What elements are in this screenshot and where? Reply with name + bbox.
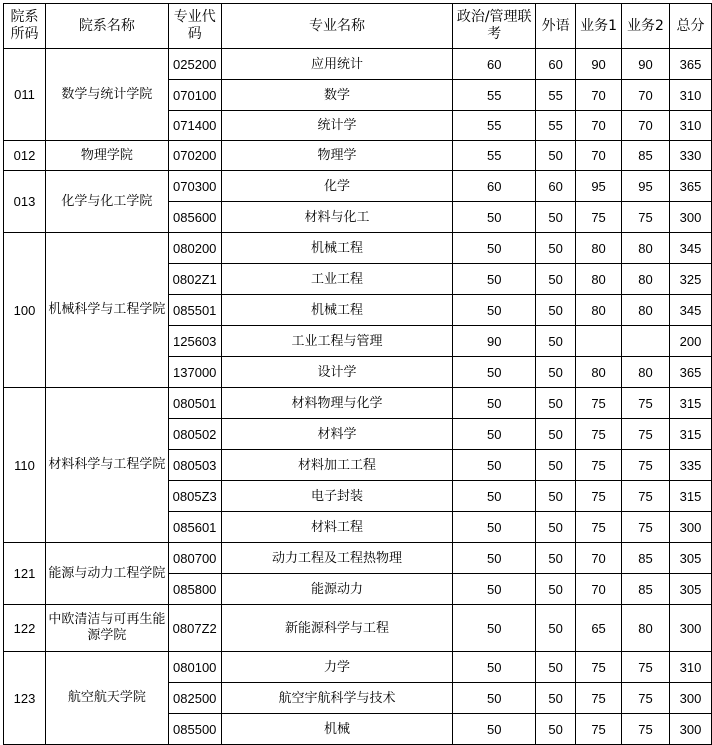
- total-score-cell: 345: [669, 295, 711, 326]
- subject1-score-cell: 70: [576, 141, 622, 171]
- politics-score-cell: 50: [453, 605, 536, 652]
- total-score-cell: 315: [669, 481, 711, 512]
- dept-code-cell: 123: [4, 652, 46, 745]
- major-name-cell: 工业工程与管理: [221, 326, 453, 357]
- subject1-score-cell: 70: [576, 80, 622, 111]
- major-code-cell: 125603: [168, 326, 221, 357]
- header-politics: 政治/管理联考: [453, 4, 536, 49]
- table-row: [4, 605, 712, 652]
- major-code-cell: 0807Z2: [168, 605, 221, 652]
- total-score-cell: 305: [669, 574, 711, 605]
- major-code-cell: 0802Z1: [168, 264, 221, 295]
- major-name-cell: 工业工程: [221, 264, 453, 295]
- subject2-score-cell: 75: [622, 202, 670, 233]
- major-name-cell: 电子封装: [221, 481, 453, 512]
- politics-score-cell: 50: [453, 202, 536, 233]
- major-name-cell: 材料学: [221, 419, 453, 450]
- dept-code-cell: 121: [4, 543, 46, 605]
- foreign-score-cell: 50: [536, 202, 576, 233]
- major-code-cell: 070300: [168, 171, 221, 202]
- foreign-score-cell: 50: [536, 419, 576, 450]
- table-row: [4, 652, 712, 683]
- major-name-cell: 物理学: [221, 141, 453, 171]
- subject2-score-cell: 75: [622, 512, 670, 543]
- major-code-cell: 080503: [168, 450, 221, 481]
- dept-name-cell: 化学与化工学院: [45, 171, 168, 233]
- politics-score-cell: 90: [453, 326, 536, 357]
- header-foreign: 外语: [536, 4, 576, 49]
- foreign-score-cell: 60: [536, 49, 576, 80]
- foreign-score-cell: 50: [536, 652, 576, 683]
- dept-name-cell: 能源与动力工程学院: [45, 543, 168, 605]
- politics-score-cell: 50: [453, 357, 536, 388]
- subject2-score-cell: 85: [622, 141, 670, 171]
- major-code-cell: 080100: [168, 652, 221, 683]
- politics-score-cell: 60: [453, 49, 536, 80]
- dept-code-cell: 013: [4, 171, 46, 233]
- foreign-score-cell: 50: [536, 450, 576, 481]
- politics-score-cell: 50: [453, 419, 536, 450]
- subject1-score-cell: 80: [576, 233, 622, 264]
- major-code-cell: 071400: [168, 111, 221, 141]
- subject1-score-cell: 70: [576, 111, 622, 141]
- dept-name-cell: 物理学院: [45, 141, 168, 171]
- subject2-score-cell: 85: [622, 574, 670, 605]
- subject2-score-cell: 70: [622, 80, 670, 111]
- table-row: [4, 543, 712, 574]
- total-score-cell: 325: [669, 264, 711, 295]
- foreign-score-cell: 50: [536, 388, 576, 419]
- major-code-cell: 085500: [168, 714, 221, 745]
- total-score-cell: 200: [669, 326, 711, 357]
- politics-score-cell: 60: [453, 171, 536, 202]
- total-score-cell: 335: [669, 450, 711, 481]
- table-row: [4, 233, 712, 264]
- major-code-cell: 085600: [168, 202, 221, 233]
- total-score-cell: 310: [669, 80, 711, 111]
- major-code-cell: 085601: [168, 512, 221, 543]
- header-subject2: 业务2: [622, 4, 670, 49]
- subject1-score-cell: 75: [576, 683, 622, 714]
- total-score-cell: 300: [669, 512, 711, 543]
- total-score-cell: 365: [669, 171, 711, 202]
- foreign-score-cell: 50: [536, 481, 576, 512]
- foreign-score-cell: 50: [536, 683, 576, 714]
- major-name-cell: 航空宇航科学与技术: [221, 683, 453, 714]
- major-code-cell: 085800: [168, 574, 221, 605]
- major-name-cell: 机械工程: [221, 295, 453, 326]
- subject1-score-cell: 75: [576, 714, 622, 745]
- politics-score-cell: 50: [453, 683, 536, 714]
- header-subject1: 业务1: [576, 4, 622, 49]
- table-row: [4, 388, 712, 419]
- major-name-cell: 应用统计: [221, 49, 453, 80]
- subject2-score-cell: 85: [622, 543, 670, 574]
- total-score-cell: 300: [669, 714, 711, 745]
- subject1-score-cell: 70: [576, 543, 622, 574]
- major-code-cell: 080700: [168, 543, 221, 574]
- politics-score-cell: 55: [453, 111, 536, 141]
- total-score-cell: 310: [669, 652, 711, 683]
- foreign-score-cell: 50: [536, 233, 576, 264]
- total-score-cell: 315: [669, 388, 711, 419]
- major-code-cell: 137000: [168, 357, 221, 388]
- total-score-cell: 330: [669, 141, 711, 171]
- politics-score-cell: 50: [453, 388, 536, 419]
- major-name-cell: 化学: [221, 171, 453, 202]
- dept-code-cell: 012: [4, 141, 46, 171]
- dept-name-cell: 航空航天学院: [45, 652, 168, 745]
- politics-score-cell: 50: [453, 543, 536, 574]
- major-code-cell: 080200: [168, 233, 221, 264]
- foreign-score-cell: 50: [536, 574, 576, 605]
- subject2-score-cell: 95: [622, 171, 670, 202]
- subject2-score-cell: 80: [622, 233, 670, 264]
- subject2-score-cell: 80: [622, 605, 670, 652]
- major-name-cell: 设计学: [221, 357, 453, 388]
- subject2-score-cell: 75: [622, 388, 670, 419]
- foreign-score-cell: 50: [536, 295, 576, 326]
- politics-score-cell: 50: [453, 512, 536, 543]
- subject1-score-cell: 75: [576, 652, 622, 683]
- total-score-cell: 300: [669, 202, 711, 233]
- subject1-score-cell: 80: [576, 264, 622, 295]
- subject2-score-cell: [622, 326, 670, 357]
- total-score-cell: 365: [669, 357, 711, 388]
- subject1-score-cell: 95: [576, 171, 622, 202]
- subject1-score-cell: 70: [576, 574, 622, 605]
- major-name-cell: 力学: [221, 652, 453, 683]
- table-body: [4, 49, 712, 745]
- foreign-score-cell: 50: [536, 543, 576, 574]
- major-name-cell: 材料物理与化学: [221, 388, 453, 419]
- foreign-score-cell: 55: [536, 80, 576, 111]
- politics-score-cell: 50: [453, 233, 536, 264]
- subject1-score-cell: 75: [576, 419, 622, 450]
- major-code-cell: 025200: [168, 49, 221, 80]
- politics-score-cell: 50: [453, 450, 536, 481]
- dept-code-cell: 122: [4, 605, 46, 652]
- subject1-score-cell: [576, 326, 622, 357]
- subject1-score-cell: 75: [576, 481, 622, 512]
- politics-score-cell: 55: [453, 80, 536, 111]
- subject2-score-cell: 80: [622, 264, 670, 295]
- major-name-cell: 机械工程: [221, 233, 453, 264]
- politics-score-cell: 55: [453, 141, 536, 171]
- dept-name-cell: 机械科学与工程学院: [45, 233, 168, 388]
- foreign-score-cell: 50: [536, 714, 576, 745]
- total-score-cell: 315: [669, 419, 711, 450]
- total-score-cell: 305: [669, 543, 711, 574]
- major-name-cell: 能源动力: [221, 574, 453, 605]
- dept-name-cell: 数学与统计学院: [45, 49, 168, 141]
- subject2-score-cell: 80: [622, 295, 670, 326]
- foreign-score-cell: 50: [536, 141, 576, 171]
- major-name-cell: 新能源科学与工程: [221, 605, 453, 652]
- subject2-score-cell: 75: [622, 652, 670, 683]
- header-total: 总分: [669, 4, 711, 49]
- subject1-score-cell: 75: [576, 512, 622, 543]
- foreign-score-cell: 50: [536, 326, 576, 357]
- foreign-score-cell: 50: [536, 264, 576, 295]
- major-name-cell: 材料工程: [221, 512, 453, 543]
- header-row: [4, 4, 712, 49]
- header-major-name: 专业名称: [221, 4, 453, 49]
- dept-name-cell: 材料科学与工程学院: [45, 388, 168, 543]
- major-code-cell: 070200: [168, 141, 221, 171]
- subject2-score-cell: 75: [622, 450, 670, 481]
- subject1-score-cell: 90: [576, 49, 622, 80]
- subject1-score-cell: 75: [576, 450, 622, 481]
- subject1-score-cell: 80: [576, 357, 622, 388]
- subject2-score-cell: 90: [622, 49, 670, 80]
- foreign-score-cell: 55: [536, 111, 576, 141]
- subject2-score-cell: 75: [622, 714, 670, 745]
- foreign-score-cell: 50: [536, 357, 576, 388]
- header-major-code: 专业代码: [168, 4, 221, 49]
- politics-score-cell: 50: [453, 574, 536, 605]
- major-code-cell: 080501: [168, 388, 221, 419]
- foreign-score-cell: 50: [536, 605, 576, 652]
- politics-score-cell: 50: [453, 714, 536, 745]
- score-table: [3, 3, 712, 745]
- major-name-cell: 材料加工工程: [221, 450, 453, 481]
- table-row: [4, 171, 712, 202]
- major-name-cell: 材料与化工: [221, 202, 453, 233]
- major-name-cell: 统计学: [221, 111, 453, 141]
- major-code-cell: 085501: [168, 295, 221, 326]
- table-row: [4, 49, 712, 80]
- dept-code-cell: 100: [4, 233, 46, 388]
- dept-code-cell: 110: [4, 388, 46, 543]
- subject2-score-cell: 75: [622, 481, 670, 512]
- dept-code-cell: 011: [4, 49, 46, 141]
- subject2-score-cell: 75: [622, 683, 670, 714]
- subject2-score-cell: 70: [622, 111, 670, 141]
- header-dept-name: 院系名称: [45, 4, 168, 49]
- foreign-score-cell: 50: [536, 512, 576, 543]
- table-row: [4, 141, 712, 171]
- total-score-cell: 300: [669, 605, 711, 652]
- major-name-cell: 动力工程及工程热物理: [221, 543, 453, 574]
- header-dept-code: 院系所码: [4, 4, 46, 49]
- total-score-cell: 300: [669, 683, 711, 714]
- subject2-score-cell: 80: [622, 357, 670, 388]
- politics-score-cell: 50: [453, 295, 536, 326]
- total-score-cell: 365: [669, 49, 711, 80]
- subject1-score-cell: 75: [576, 202, 622, 233]
- foreign-score-cell: 60: [536, 171, 576, 202]
- major-code-cell: 0805Z3: [168, 481, 221, 512]
- subject1-score-cell: 80: [576, 295, 622, 326]
- major-code-cell: 080502: [168, 419, 221, 450]
- politics-score-cell: 50: [453, 652, 536, 683]
- politics-score-cell: 50: [453, 481, 536, 512]
- subject2-score-cell: 75: [622, 419, 670, 450]
- subject1-score-cell: 65: [576, 605, 622, 652]
- politics-score-cell: 50: [453, 264, 536, 295]
- major-name-cell: 数学: [221, 80, 453, 111]
- major-code-cell: 082500: [168, 683, 221, 714]
- subject1-score-cell: 75: [576, 388, 622, 419]
- total-score-cell: 310: [669, 111, 711, 141]
- total-score-cell: 345: [669, 233, 711, 264]
- major-code-cell: 070100: [168, 80, 221, 111]
- major-name-cell: 机械: [221, 714, 453, 745]
- dept-name-cell: 中欧清洁与可再生能源学院: [45, 605, 168, 652]
